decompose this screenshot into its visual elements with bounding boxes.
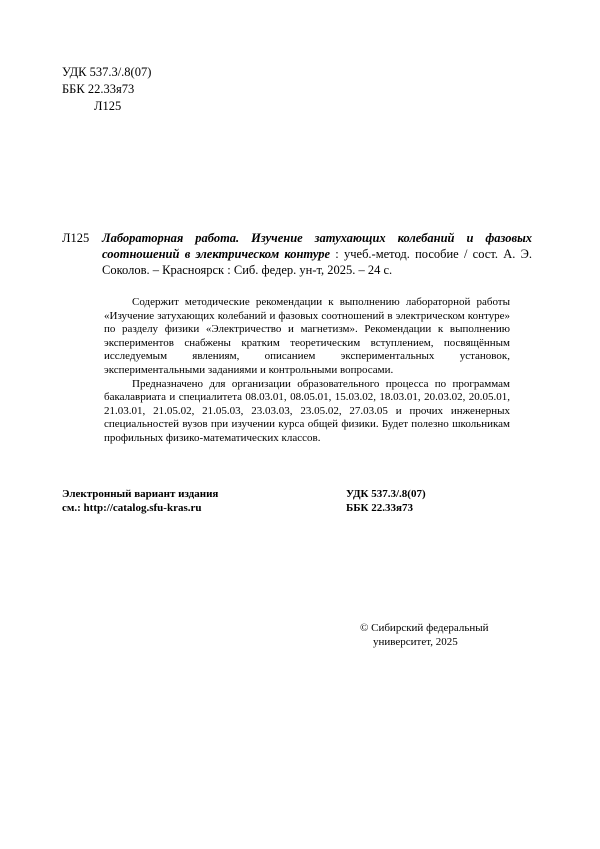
electronic-version-note <box>62 487 218 515</box>
entry-text <box>102 230 532 278</box>
classification-codes <box>62 64 151 115</box>
electronic-bbk-code: ББК 22.33я73 <box>346 502 413 514</box>
abstract-paragraph: Содержит методические рекомендации к выполнению лабораторной работы «Изучение затухающих колебаний и фазовых соотношений в электрическом контуре» по разделу физики «Электричество и магнетизм». Рекомендации к выполнению экспериментов снабжены кратким теоретическим вступлением, посвящённым исследуемым явлениям, описанием экспериментальных установок, экспериментальными заданиями и контрольными вопросами. <box>104 296 510 376</box>
abstract <box>104 296 510 446</box>
bbk-code: ББК 22.33я73 <box>62 82 135 96</box>
entry-title: Лабораторная работа. Изучение затухающих колебаний и фазовых соотношений в электрическом контуре <box>102 231 532 261</box>
entry-author-mark: Л125 <box>62 231 90 245</box>
electronic-codes <box>346 487 426 515</box>
entry-details: : учеб.-метод. пособие / сост. А. Э. Соколов. – Красноярск : Сиб. федер. ун-т, 2025. – 24 с. <box>102 247 532 277</box>
author-mark: Л125 <box>94 99 122 113</box>
copyright-line-2: университет, 2025 <box>373 636 458 648</box>
electronic-version-link: см.: http://catalog.sfu-kras.ru <box>62 502 202 514</box>
copyright-notice <box>360 621 489 649</box>
abstract-paragraph: Предназначено для организации образовательного процесса по программам бакалавриата и специалитета 08.03.01, 08.05.01, 15.03.02, 18.03.01, 20.03.02, 20.05.01, 21.03.01, 21.05.02, 21.05.03, 23.03.03, 23.05.02, 27.03.05 и прочих инженерных специальностей вузов при изучении курса общей физики. Будет полезно школьникам профильных физико-математических классов. <box>104 377 510 444</box>
electronic-udk-code: УДК 537.3/.8(07) <box>346 488 426 500</box>
copyright-line-1: © Сибирский федеральный <box>360 622 489 634</box>
electronic-version-label: Электронный вариант издания <box>62 488 219 500</box>
udk-code: УДК 537.3/.8(07) <box>62 65 152 79</box>
